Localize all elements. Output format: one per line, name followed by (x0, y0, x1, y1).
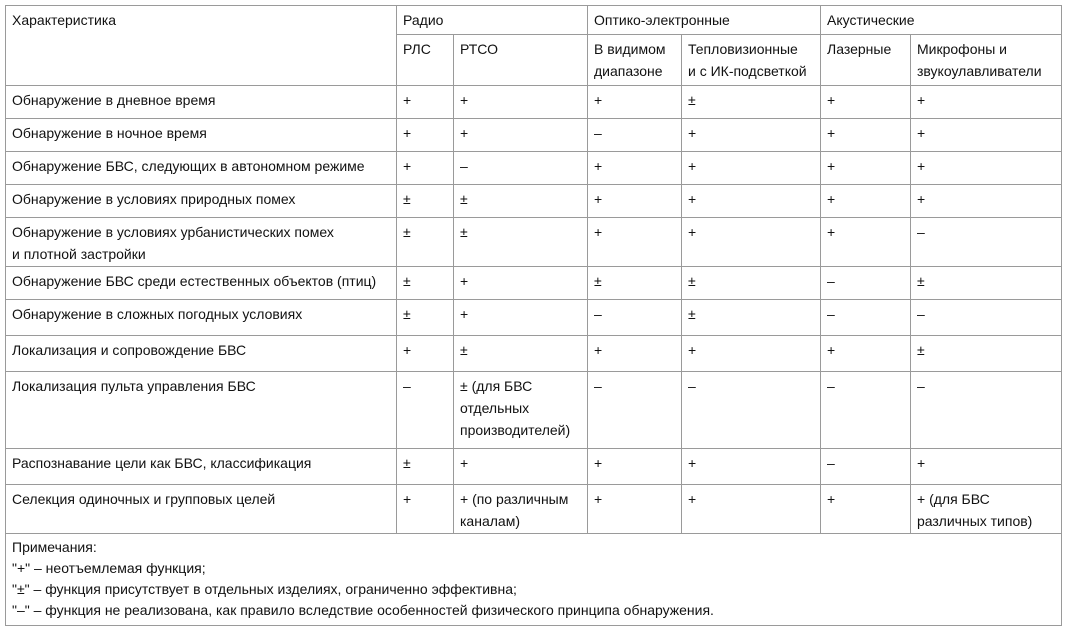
value-cell (821, 449, 911, 485)
value-cell (682, 449, 821, 485)
value-line: + (917, 92, 926, 108)
value-cell (682, 267, 821, 300)
row-label-line: Локализация пульта управления БВС (12, 378, 256, 394)
subheader-mic-line: звукоулавливатели (917, 63, 1042, 79)
table-row (6, 372, 1062, 449)
value-line: ± (для БВС (460, 378, 533, 394)
table-row (6, 185, 1062, 218)
value-cell (588, 185, 682, 218)
value-cell (588, 119, 682, 152)
value-cell (821, 86, 911, 119)
notes-cell (6, 534, 1062, 626)
value-line: + (917, 455, 926, 471)
value-cell (588, 449, 682, 485)
value-cell (454, 218, 588, 267)
value-line: ± (460, 342, 468, 358)
value-cell (911, 86, 1062, 119)
row-label-cell (6, 86, 397, 119)
row-label-line: Селекция одиночных и групповых целей (12, 491, 276, 507)
value-cell (682, 372, 821, 449)
value-line: производителей) (460, 422, 571, 438)
value-cell (397, 267, 454, 300)
header-characteristic: Характеристика (6, 6, 397, 86)
row-label-line: Обнаружение БВС среди естественных объектов (птиц) (12, 273, 377, 289)
row-label-line: и плотной застройки (12, 246, 146, 262)
value-line: + (827, 92, 836, 108)
value-line: + (827, 224, 836, 240)
value-cell (588, 267, 682, 300)
value-line: + (460, 455, 469, 471)
table-row (6, 86, 1062, 119)
subheader-visible-line: диапазоне (594, 63, 663, 79)
row-label-line: Обнаружение в сложных погодных условиях (12, 306, 303, 322)
value-cell (454, 485, 588, 534)
row-label-cell (6, 218, 397, 267)
value-cell (397, 218, 454, 267)
value-cell (397, 372, 454, 449)
value-line: ± (688, 92, 696, 108)
notes-row (6, 534, 1062, 626)
value-cell (682, 185, 821, 218)
notes-line: "+" – неотъемлемая функция; (12, 560, 206, 576)
value-cell (911, 485, 1062, 534)
value-line: + (688, 224, 697, 240)
value-line: – (594, 306, 602, 322)
header-radio: Радио (397, 6, 588, 35)
value-line: + (для БВС (917, 491, 990, 507)
subheader-rtso: РТСО (454, 35, 588, 86)
header-acoustic: Акустические (821, 6, 1062, 35)
value-cell (588, 86, 682, 119)
value-cell (397, 119, 454, 152)
value-cell (588, 336, 682, 372)
table-row (6, 485, 1062, 534)
value-cell (821, 336, 911, 372)
value-line: + (594, 491, 603, 507)
value-line: + (688, 191, 697, 207)
row-label-cell (6, 152, 397, 185)
value-cell (682, 336, 821, 372)
row-label-cell (6, 185, 397, 218)
value-cell (911, 218, 1062, 267)
value-line: ± (403, 191, 411, 207)
value-cell (454, 267, 588, 300)
value-line: + (403, 125, 412, 141)
value-cell (911, 300, 1062, 336)
value-cell (911, 267, 1062, 300)
value-cell (682, 218, 821, 267)
value-line: – (594, 125, 602, 141)
value-line: ± (460, 224, 468, 240)
table-row (6, 218, 1062, 267)
value-cell (588, 485, 682, 534)
row-label-line: Обнаружение в условиях природных помех (12, 191, 296, 207)
value-line: + (403, 158, 412, 174)
value-line: ± (917, 273, 925, 289)
value-line: – (917, 306, 925, 322)
header-optical: Оптико-электронные (588, 6, 821, 35)
value-line: каналам) (460, 513, 520, 529)
value-line: – (827, 273, 835, 289)
value-line: + (827, 125, 836, 141)
value-line: – (827, 306, 835, 322)
value-cell (682, 86, 821, 119)
value-line: + (688, 491, 697, 507)
value-cell (911, 449, 1062, 485)
value-line: ± (460, 191, 468, 207)
row-label-cell (6, 372, 397, 449)
value-line: + (688, 455, 697, 471)
value-line: – (688, 378, 696, 394)
subheader-thermal (682, 35, 821, 86)
table-row (6, 152, 1062, 185)
value-cell (397, 86, 454, 119)
subheader-visible-line: В видимом (594, 41, 666, 57)
value-line: + (594, 191, 603, 207)
value-line: – (917, 224, 925, 240)
value-line: – (460, 158, 468, 174)
notes-line: "–" – функция не реализована, как правило вследствие особенностей физического принципа обнаружения. (12, 602, 714, 618)
value-line: + (460, 125, 469, 141)
value-cell (397, 449, 454, 485)
subheader-mic-line: Микрофоны и (917, 41, 1007, 57)
value-cell (821, 218, 911, 267)
value-line: + (460, 306, 469, 322)
value-cell (454, 152, 588, 185)
subheader-thermal-line: Тепловизионные (688, 41, 798, 57)
subheader-mic (911, 35, 1062, 86)
subheader-rls: РЛС (397, 35, 454, 86)
row-label-cell (6, 485, 397, 534)
value-cell (821, 119, 911, 152)
value-line: ± (688, 273, 696, 289)
value-cell (682, 152, 821, 185)
value-line: ± (917, 342, 925, 358)
value-line: ± (403, 224, 411, 240)
row-label-cell (6, 267, 397, 300)
notes-line: "±" – функция присутствует в отдельных изделиях, ограниченно эффективна; (12, 581, 517, 597)
value-line: + (688, 158, 697, 174)
value-line: + (827, 342, 836, 358)
value-line: + (917, 158, 926, 174)
value-cell (821, 267, 911, 300)
value-cell (397, 185, 454, 218)
value-line: + (917, 191, 926, 207)
value-line: + (594, 92, 603, 108)
value-line: ± (688, 306, 696, 322)
table-row (6, 300, 1062, 336)
value-cell (911, 185, 1062, 218)
value-cell (454, 119, 588, 152)
value-line: + (827, 158, 836, 174)
subheader-laser: Лазерные (821, 35, 911, 86)
value-line: + (688, 342, 697, 358)
row-label-cell (6, 300, 397, 336)
table-row (6, 267, 1062, 300)
subheader-visible (588, 35, 682, 86)
value-cell (821, 300, 911, 336)
value-cell (821, 152, 911, 185)
table-row (6, 119, 1062, 152)
value-cell (682, 485, 821, 534)
value-line: различных типов) (917, 513, 1033, 529)
table-row (6, 336, 1062, 372)
value-line: + (594, 158, 603, 174)
notes-title: Примечания: (12, 539, 97, 555)
value-cell (588, 372, 682, 449)
value-cell (397, 300, 454, 336)
value-line: – (827, 455, 835, 471)
value-cell (588, 300, 682, 336)
value-cell (682, 119, 821, 152)
value-line: ± (594, 273, 602, 289)
value-cell (397, 152, 454, 185)
value-cell (588, 218, 682, 267)
value-line: + (403, 92, 412, 108)
header-row (6, 6, 1062, 35)
row-label-line: Обнаружение в ночное время (12, 125, 207, 141)
row-label-line: Распознавание цели как БВС, классификация (12, 455, 312, 471)
value-line: ± (403, 306, 411, 322)
value-cell (821, 185, 911, 218)
row-label-line: Обнаружение в условиях урбанистических помех (12, 224, 334, 240)
value-line: + (по различным (460, 491, 569, 507)
value-line: + (403, 491, 412, 507)
value-line: – (403, 378, 411, 394)
row-label-cell (6, 449, 397, 485)
value-line: ± (403, 455, 411, 471)
value-cell (397, 485, 454, 534)
row-label-cell (6, 119, 397, 152)
subheader-thermal-line: и с ИК-подсветкой (688, 63, 807, 79)
value-cell (911, 152, 1062, 185)
value-cell (821, 485, 911, 534)
value-line: – (917, 378, 925, 394)
value-line: + (594, 342, 603, 358)
value-cell (397, 336, 454, 372)
row-label-line: Обнаружение в дневное время (12, 92, 216, 108)
value-line: + (917, 125, 926, 141)
value-line: + (594, 455, 603, 471)
value-line: – (827, 378, 835, 394)
value-cell (454, 300, 588, 336)
value-cell (682, 300, 821, 336)
value-line: + (594, 224, 603, 240)
value-line: – (594, 378, 602, 394)
value-cell (454, 449, 588, 485)
value-cell (821, 372, 911, 449)
value-line: + (460, 273, 469, 289)
value-line: отдельных (460, 400, 530, 416)
table-body (6, 86, 1062, 534)
value-cell (454, 336, 588, 372)
value-line: + (460, 92, 469, 108)
value-line: ± (403, 273, 411, 289)
row-label-cell (6, 336, 397, 372)
value-cell (454, 372, 588, 449)
comparison-table (5, 5, 1062, 626)
value-line: + (403, 342, 412, 358)
value-cell (454, 185, 588, 218)
value-cell (911, 336, 1062, 372)
value-line: + (827, 491, 836, 507)
table-row (6, 449, 1062, 485)
value-line: + (827, 191, 836, 207)
value-cell (911, 372, 1062, 449)
row-label-line: Обнаружение БВС, следующих в автономном режиме (12, 158, 365, 174)
value-cell (911, 119, 1062, 152)
value-line: + (688, 125, 697, 141)
value-cell (454, 86, 588, 119)
row-label-line: Локализация и сопровождение БВС (12, 342, 247, 358)
value-cell (588, 152, 682, 185)
